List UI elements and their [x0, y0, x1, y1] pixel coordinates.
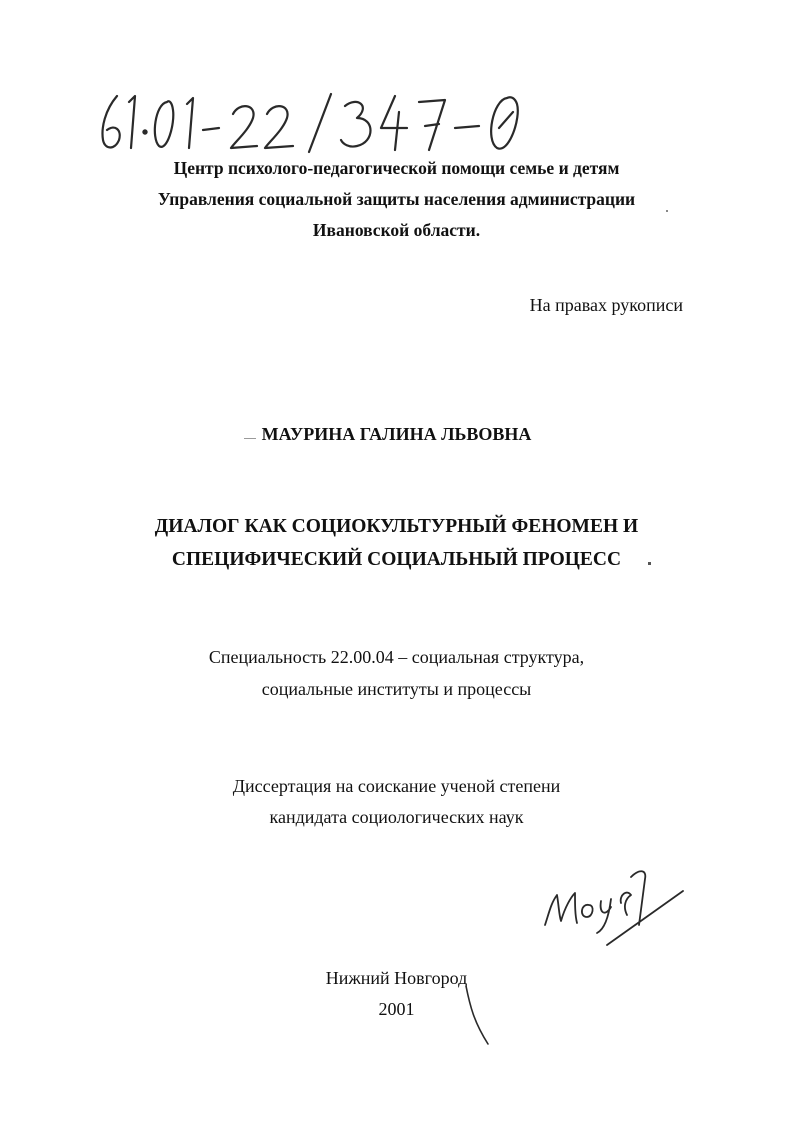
- pen-stroke: [462, 982, 492, 1048]
- handwritten-registration-number: [95, 88, 555, 158]
- city: Нижний Новгород: [325, 968, 468, 988]
- degree-line-2: кандидата социологических наук: [269, 807, 524, 827]
- year: 2001: [378, 999, 415, 1019]
- organization-line-1: Центр психолого-педагогической помощи семье и детям: [173, 158, 620, 178]
- specialty-line-2: социальные институты и процессы: [261, 679, 532, 699]
- organization-line-2: Управления социальной защиты населения администрации: [157, 189, 636, 209]
- handwritten-signature: [535, 855, 695, 955]
- organization-line-3: Ивановской области.: [312, 220, 481, 240]
- author-name: МАУРИНА ГАЛИНА ЛЬВОВНА: [261, 424, 532, 444]
- degree-line-1: Диссертация на соискание ученой степени: [232, 776, 561, 796]
- specialty-line-1: Специальность 22.00.04 – социальная структура,: [208, 647, 585, 667]
- dissertation-title-line-2: СПЕЦИФИЧЕСКИЙ СОЦИАЛЬНЫЙ ПРОЦЕСС: [171, 549, 622, 570]
- dissertation-title-line-1: ДИАЛОГ КАК СОЦИОКУЛЬТУРНЫЙ ФЕНОМЕН И: [154, 516, 639, 537]
- manuscript-rights-note: На правах рукописи: [529, 295, 683, 315]
- scan-mark: [666, 210, 668, 212]
